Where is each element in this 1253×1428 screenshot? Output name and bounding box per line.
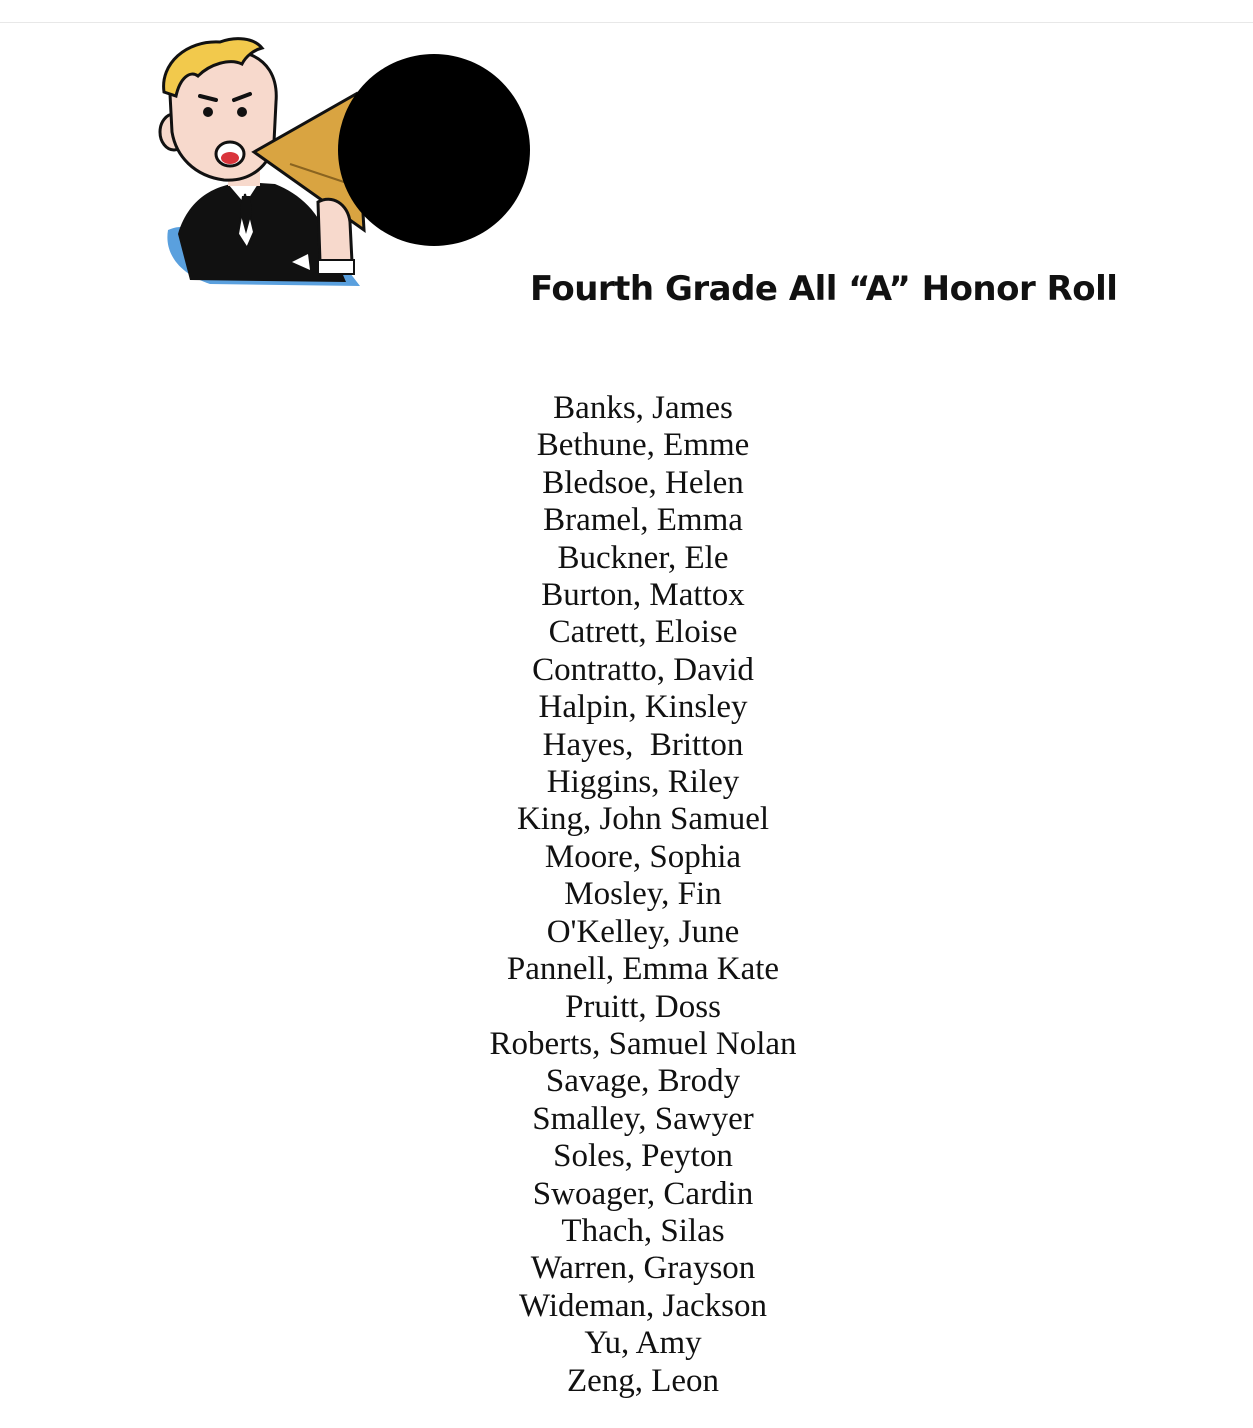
student-name: Contratto, David [532, 651, 754, 688]
student-name: Zeng, Leon [566, 1362, 720, 1399]
page-title: Fourth Grade All “A” Honor Roll [530, 269, 1118, 309]
student-name: Swoager, Cardin [532, 1175, 754, 1212]
student-name: Smalley, Sawyer [532, 1100, 754, 1137]
student-name: Catrett, Eloise [548, 614, 738, 651]
student-name: Hayes, Britton [542, 726, 744, 763]
megaphone-man-icon [150, 34, 535, 292]
student-name: Halpin, Kinsley [538, 689, 748, 726]
student-name: Higgins, Riley [546, 764, 740, 801]
student-name: Thach, Silas [561, 1212, 725, 1249]
top-divider [0, 22, 1253, 23]
student-name: Burton, Mattox [541, 577, 745, 614]
student-name: Yu, Amy [584, 1325, 702, 1362]
student-name: O'Kelley, June [546, 913, 740, 950]
student-name: Bledsoe, Helen [542, 464, 744, 501]
honor-roll-list [343, 390, 943, 1400]
student-name: Banks, James [553, 390, 733, 426]
student-name: Bethune, Emme [536, 427, 750, 464]
student-name: Bramel, Emma [543, 502, 743, 539]
student-name: Buckner, Ele [557, 539, 729, 576]
student-name: Soles, Peyton [553, 1138, 733, 1175]
student-name: Pruitt, Doss [565, 988, 721, 1025]
student-name: Savage, Brody [545, 1063, 741, 1100]
student-name: Warren, Grayson [530, 1250, 756, 1287]
student-name: Wideman, Jackson [519, 1287, 767, 1324]
student-name: King, John Samuel [516, 801, 770, 838]
student-name: Moore, Sophia [544, 838, 742, 875]
student-name: Roberts, Samuel Nolan [489, 1025, 797, 1062]
student-name: Mosley, Fin [564, 876, 722, 913]
student-name: Pannell, Emma Kate [506, 951, 780, 988]
